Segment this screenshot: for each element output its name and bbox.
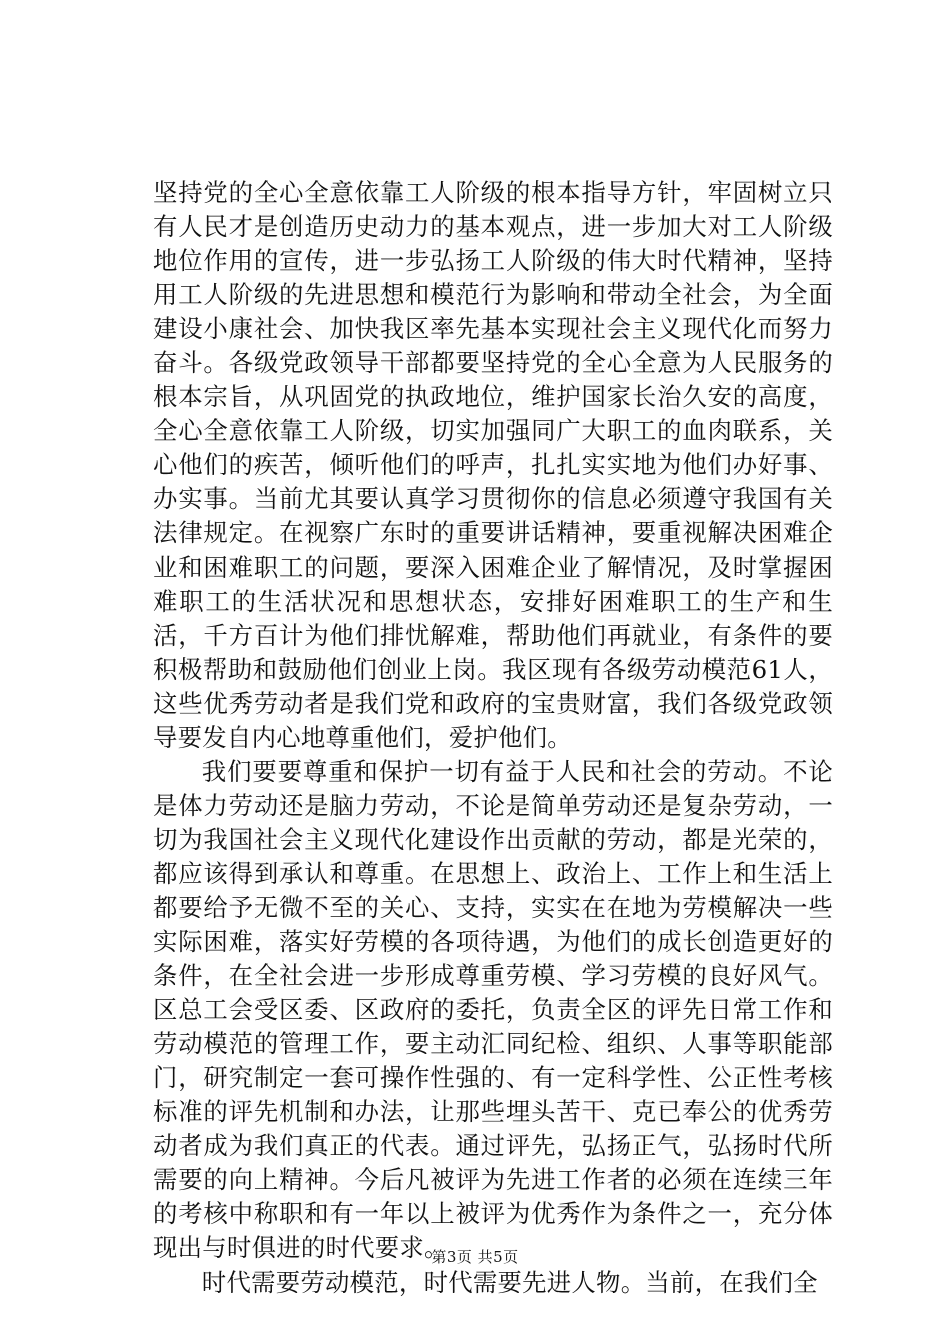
document-body	[153, 176, 833, 1300]
paragraph-1: 坚持党的全心全意依靠工人阶级的根本指导方针，牢固树立只有人民才是创造历史动力的基本观点，进一步加大对工人阶级地位作用的宣传，进一步弘扬工人阶级的伟大时代精神，坚持用工人阶级的先进思想和模范行为影响和带动全社会，为全面建设小康社会、加快我区率先基本实现社会主义现代化而努力奋斗。各级党政领导干部都要坚持党的全心全意为人民服务的根本宗旨，从巩固党的执政地位，维护国家长治久安的高度，全心全意依靠工人阶级，切实加强同广大职工的血肉联系，关心他们的疾苦，倾听他们的呼声，扎扎实实地为他们办好事、办实事。当前尤其要认真学习贯彻你的信息必须遵守我国有关法律规定。在视察广东时的重要讲话精神，要重视解决困难企业和困难职工的问题，要深入困难企业了解情况，及时掌握困难职工的生活状况和思想状态，安排好困难职工的生产和生活，千方百计为他们排忧解难，帮助他们再就业，有条件的要积极帮助和鼓励他们创业上岗。我区现有各级劳动模范61人，这些优秀劳动者是我们党和政府的宝贵财富，我们各级党政领导要发自内心地尊重他们，爱护他们。	[153, 178, 833, 752]
paragraph-2: 我们要要尊重和保护一切有益于人民和社会的劳动。不论是体力劳动还是脑力劳动，不论是简单劳动还是复杂劳动，一切为我国社会主义现代化建设作出贡献的劳动，都是光荣的，都应该得到承认和尊重。在思想上、政治上、工作上和生活上都要给予无微不至的关心、支持，实实在在地为劳模解决一些实际困难，落实好劳模的各项待遇，为他们的成长创造更好的条件，在全社会进一步形成尊重劳模、学习劳模的良好风气。区总工会受区委、区政府的委托，负责全区的评先日常工作和劳动模范的管理工作，要主动汇同纪检、组织、人事等职能部门，研究制定一套可操作性强的、有一定科学性、公正性考核标准的评先机制和办法，让那些埋头苦干、克已奉公的优秀劳动者成为我们真正的代表。通过评先，弘扬正气，弘扬时代所需要的向上精神。今后凡被评为先进工作者的必须在连续三年的考核中称职和有一年以上被评为优秀作为条件之一，充分体现出与时俱进的时代要求。	[153, 756, 833, 1263]
paragraph-3: 时代需要劳动模范，时代需要先进人物。当前，在我们全	[201, 1267, 818, 1297]
page-footer: 第3页 共5页	[431, 1248, 519, 1266]
